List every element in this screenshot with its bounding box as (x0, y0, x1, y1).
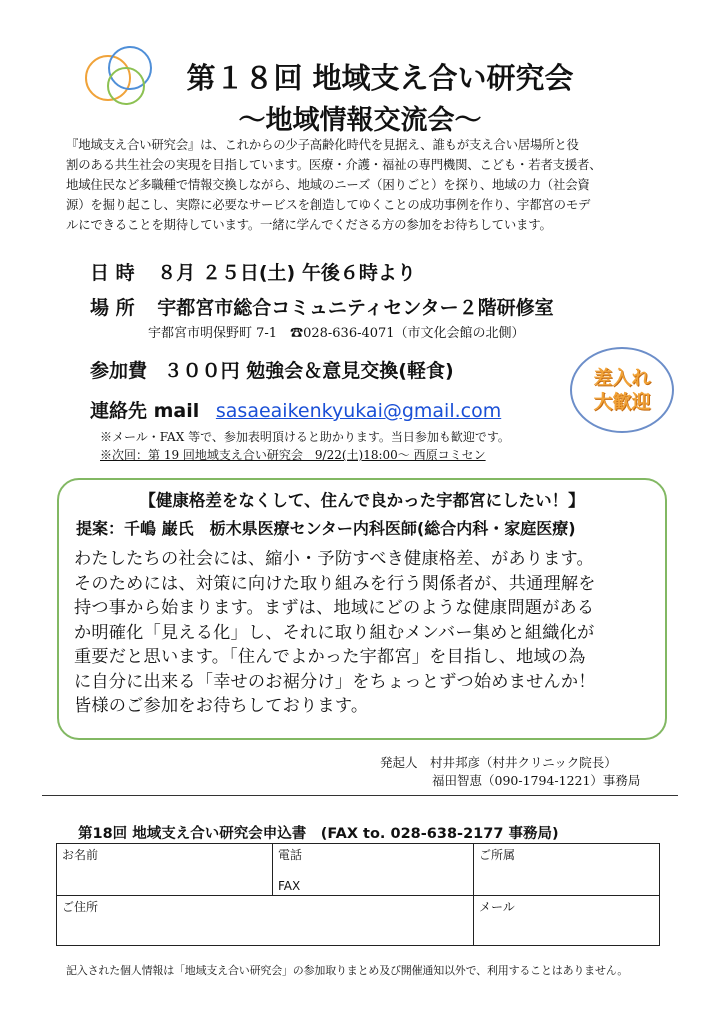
event-date (90, 258, 416, 285)
form-title: 第18回 地域支え合い研究会申込書 (FAX to. 028-638-2177 事務局) (78, 826, 559, 842)
fee-label: 参加費 (90, 360, 148, 382)
proposal-heading: 【健康格差をなくして、住んで良かった宇都宮にしたい！】 (139, 491, 585, 510)
address-field[interactable] (57, 896, 474, 946)
page-subtitle: ～地域情報交流会～ (238, 105, 482, 136)
donation-badge (570, 347, 674, 433)
proposal-line: そのためには、対策に向けた取り組みを行う関係者が、共通理解を (74, 573, 596, 594)
proposal-line: に自分に出来る「幸せのお裾分け」をちょっとずつ始めませんか！ (74, 671, 596, 692)
badge-line: 差入れ (593, 367, 651, 389)
next-meeting-note: ※次回：第 19 回地域支え合い研究会 9/22(土)18:00～ 西原コミセン (100, 448, 486, 462)
privacy-note: 記入された個人情報は「地域支え合い研究会」の参加取りまとめ及び開催通知以外で、利用することはありません。 (66, 964, 629, 977)
tel-field[interactable] (273, 844, 474, 896)
place-value: 宇都宮市総合コミュニティセンター２階研修室 (157, 297, 554, 319)
proposal-line: か明確化「見える化」し、それに取り組むメンバー集めと組織化が (74, 622, 595, 643)
fee-value: ３００円 勉強会＆意見交換(軽食) (163, 360, 454, 382)
date-label: 日 時 (90, 262, 135, 284)
tel-label: 電話 (278, 848, 303, 862)
contact-label: 連絡先 mail (90, 400, 200, 422)
proposal-line: 皆様のご参加をお待ちしております。 (74, 696, 369, 716)
intro-line: 割のある共生社会の実現を目指しています。医療・介護・福祉の専門機関、こども・若者支援者、 (66, 157, 602, 172)
name-label: お名前 (62, 848, 99, 862)
event-fee (90, 356, 454, 383)
proposal-line: わたしたちの社会には、縮小・予防すべき健康格差、があります。 (74, 549, 594, 569)
affiliation-label: ご所属 (479, 848, 516, 862)
proposal-line: 持つ事から始まります。まずは、地域にどのような健康問題がある (74, 598, 595, 618)
contact-email-link[interactable]: sasaeaikenkyukai@gmail.com (215, 400, 502, 422)
event-contact (90, 396, 501, 423)
intro-line: 地域住民など多職種で情報交換しながら、地域のニーズ（困りごと）を探り、地域の力（社会資 (66, 177, 590, 192)
application-form (56, 843, 660, 946)
proposal-body (74, 547, 664, 719)
intro-line: ルにできることを期待しています。一緒に学んでくださる方の参加をお待ちしています。 (66, 217, 552, 232)
address-label: ご住所 (62, 900, 99, 914)
intro-line: 源）を掘り起こし、実際に必要なサービスを創造してゆくことの成功事例を作り、宇都宮のモデ (66, 197, 591, 212)
intro-line: 『地域支え合い研究会』は、これからの少子高齢化時代を見据え、誰もが支え合い居場所と役 (66, 137, 579, 152)
date-value: ８月 ２５日(土) 午後６時より (157, 262, 416, 284)
proposal-presenter: 提案：千嶋 巌氏 栃木県医療センター内科医師(総合内科・家庭医療) (76, 519, 576, 538)
fax-label: FAX (278, 879, 301, 893)
proposal-line: 重要だと思います。「住んでよかった宇都宮」を目指し、地域の為 (74, 647, 586, 667)
mail-field[interactable] (474, 896, 660, 946)
section-divider (42, 795, 678, 796)
badge-line: 大歓迎 (593, 391, 651, 413)
name-field[interactable] (57, 844, 273, 896)
mail-label: メール (479, 900, 515, 914)
affiliation-field[interactable] (474, 844, 660, 896)
place-label: 場 所 (90, 297, 135, 319)
participation-note: ※メール・FAX 等で、参加表明頂けると助かります。当日参加も歓迎です。 (100, 430, 510, 444)
promoter-line: 福田智恵（090-1794-1221）事務局 (432, 773, 641, 788)
intro-text (66, 135, 666, 235)
event-place (90, 293, 554, 320)
promoter-info (380, 754, 670, 790)
page-title: 第１８回 地域支え合い研究会 (186, 61, 574, 95)
venue-address: 宇都宮市明保野町 7-1 ☎028-636-4071（市文化会館の北側） (148, 326, 525, 341)
promoter-line: 発起人 村井邦彦（村井クリニック院長） (380, 755, 617, 770)
